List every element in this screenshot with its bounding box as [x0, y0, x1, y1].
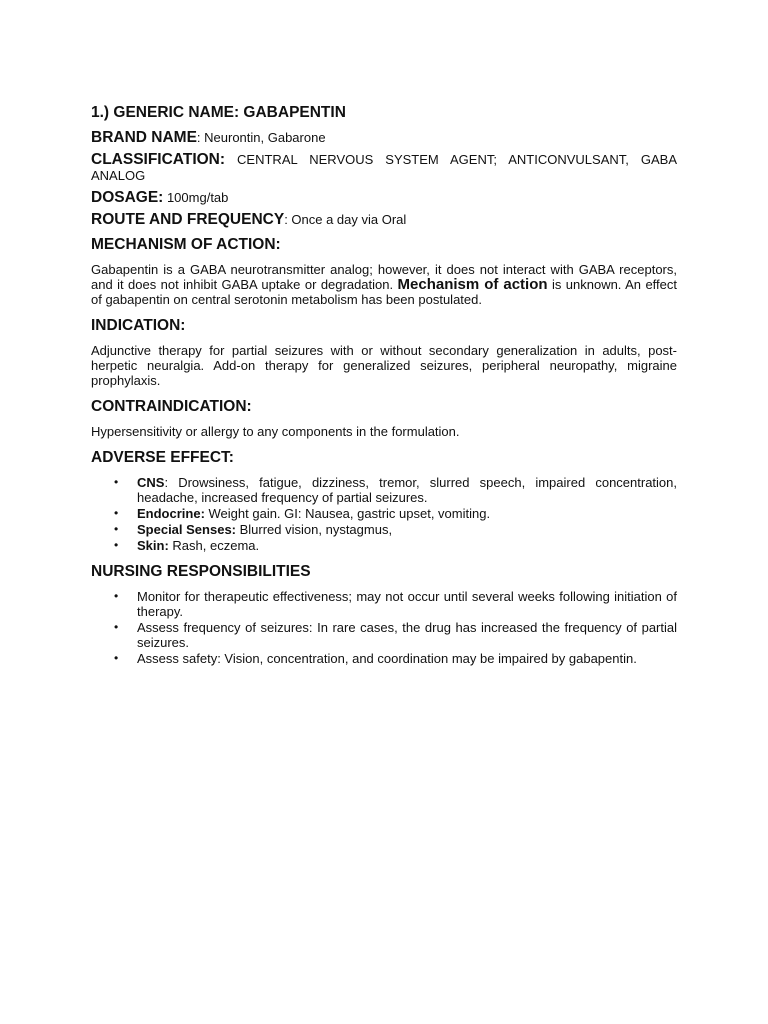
- route-label: ROUTE AND FREQUENCY: [91, 211, 285, 228]
- indication-heading: INDICATION:: [91, 317, 186, 334]
- nursing-text: Assess frequency of seizures: In rare cases, the drug has increased the frequency of partial seizures.: [137, 620, 677, 650]
- list-item: [114, 522, 677, 537]
- adverse-text: Weight gain. GI: Nausea, gastric upset, vomiting.: [204, 506, 491, 521]
- mechanism-bold-phrase: Mechanism of action: [397, 276, 548, 293]
- dosage-value: 100mg/tab: [163, 190, 229, 205]
- classification-label: CLASSIFICATION:: [91, 151, 226, 168]
- list-item: [114, 651, 677, 666]
- classification-value: CENTRAL NERVOUS SYSTEM AGENT; ANTICONVULSANT, GABA ANALOG: [91, 152, 677, 183]
- bullet-icon: •: [114, 651, 119, 665]
- list-item: [114, 589, 677, 619]
- generic-name-title: 1.) GENERIC NAME: GABAPENTIN: [91, 104, 346, 121]
- dosage-field: [91, 190, 677, 206]
- contraindication-heading: CONTRAINDICATION:: [91, 398, 252, 415]
- list-item: [114, 538, 677, 553]
- bullet-icon: •: [114, 538, 119, 552]
- list-item: [114, 506, 677, 521]
- bullet-icon: •: [114, 475, 119, 489]
- nursing-text: Monitor for therapeutic effectiveness; may not occur until several weeks following initiation of therapy.: [137, 589, 677, 619]
- adverse-effect-heading: ADVERSE EFFECT:: [91, 449, 234, 466]
- classification-field: [91, 152, 677, 184]
- adverse-text: Rash, eczema.: [168, 538, 260, 553]
- brand-name-label: BRAND NAME: [91, 129, 197, 146]
- brand-name-field: [91, 130, 677, 146]
- route-field: [91, 212, 677, 228]
- contraindication-paragraph: Hypersensitivity or allergy to any components in the formulation.: [91, 424, 460, 439]
- bullet-icon: •: [114, 620, 119, 634]
- adverse-text: : Drowsiness, fatigue, dizziness, tremor, slurred speech, impaired concentration, headache, increased frequency of partial seizures.: [137, 475, 677, 505]
- adverse-text: Blurred vision, nystagmus,: [236, 522, 393, 537]
- adverse-label: Skin:: [137, 538, 169, 553]
- nursing-text: Assess safety: Vision, concentration, and coordination may be impaired by gabapentin.: [137, 651, 637, 666]
- adverse-label: Special Senses:: [137, 522, 236, 537]
- nursing-heading: NURSING RESPONSIBILITIES: [91, 563, 311, 580]
- route-value: : Once a day via Oral: [284, 212, 407, 227]
- mechanism-text-before: Gabapentin is a GABA neurotransmitter analog; however, it does not interact with GABA receptors, and it does not inhibit GABA uptake or degradation.: [91, 262, 677, 292]
- bullet-icon: •: [114, 589, 119, 603]
- list-item: [114, 475, 677, 505]
- dosage-label: DOSAGE:: [91, 189, 164, 206]
- adverse-label: Endocrine:: [137, 506, 205, 521]
- brand-name-value: : Neurontin, Gabarone: [196, 130, 326, 145]
- indication-paragraph: Adjunctive therapy for partial seizures with or without secondary generalization in adults, post-herpetic neuralgia. Add-on therapy for generalized seizures, peripheral neuropathy, migraine prophylaxis.: [91, 343, 677, 388]
- mechanism-paragraph: [91, 262, 677, 307]
- mechanism-heading: MECHANISM OF ACTION:: [91, 236, 281, 253]
- adverse-label: CNS: [137, 475, 165, 490]
- adverse-effect-list: [91, 475, 677, 553]
- nursing-list: [91, 589, 677, 666]
- bullet-icon: •: [114, 522, 119, 536]
- list-item: [114, 620, 677, 650]
- mechanism-text-after: is unknown. An effect of gabapentin on central serotonin metabolism has been postulated.: [91, 277, 678, 307]
- bullet-icon: •: [114, 506, 119, 520]
